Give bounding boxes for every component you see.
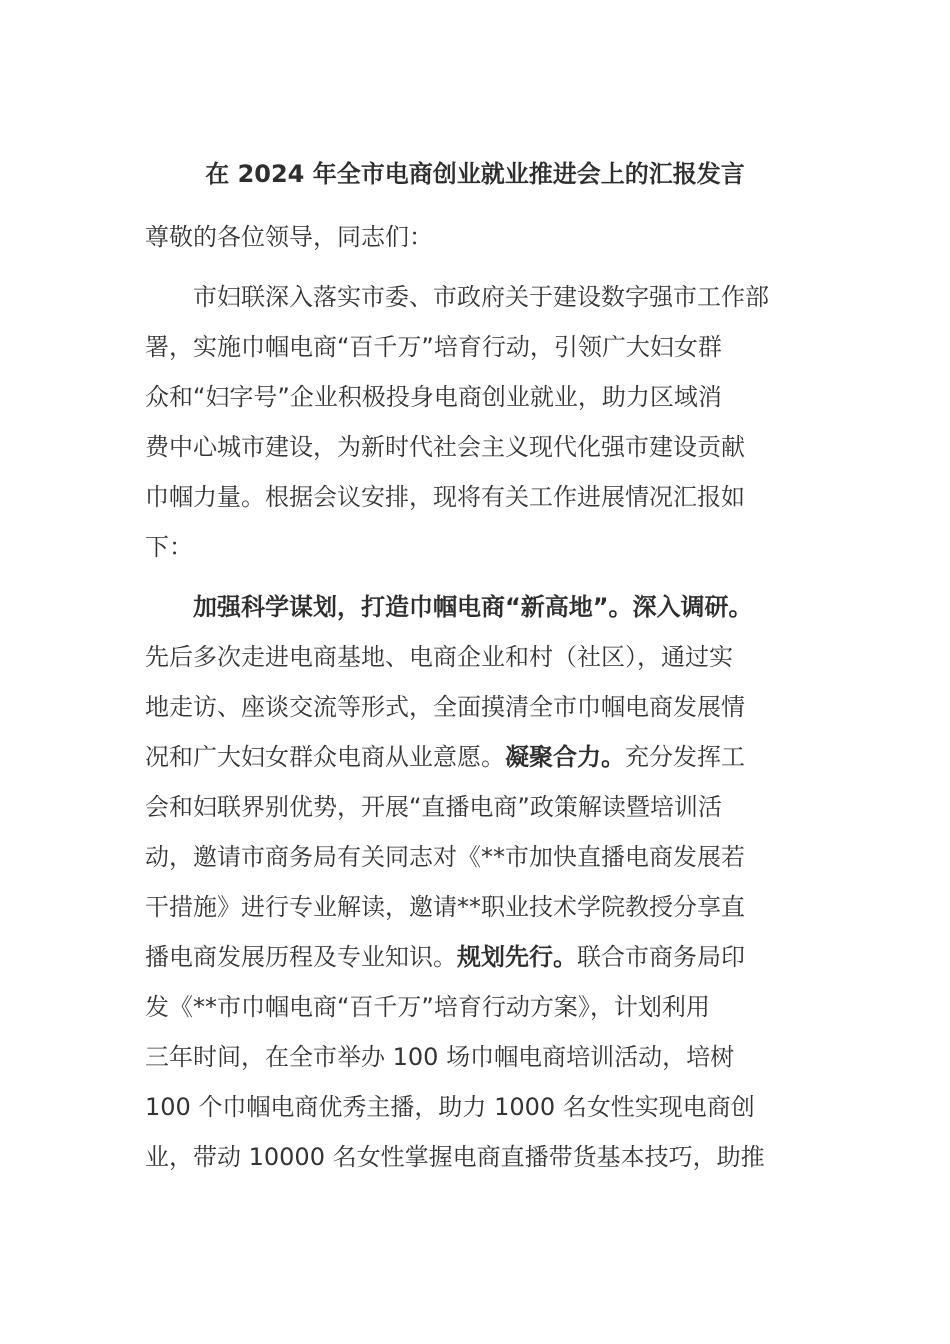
salutation [145, 212, 810, 262]
paragraph-line: 巾帼力量。根据会议安排，现将有关工作进展情况汇报如 [145, 483, 745, 511]
section-paragraph [145, 582, 810, 1182]
intro-paragraph [145, 272, 810, 572]
paragraph-line [145, 932, 810, 982]
paragraph-line: 署，实施巾帼电商“百千万”培育行动，引领广大妇女群 [145, 333, 722, 361]
paragraph-line: 地走访、座谈交流等形式，全面摸清全市巾帼电商发展情 [145, 693, 745, 721]
document-title: 在 2024 年全市电商创业就业推进会上的汇报发言 [205, 160, 745, 188]
paragraph-line [145, 732, 810, 782]
inline-heading: 凝聚合力。 [505, 743, 625, 771]
paragraph-line: 三年时间，在全市举办 100 场巾帼电商培训活动，培树 [145, 1043, 735, 1071]
paragraph-line: 下： [145, 533, 193, 561]
paragraph-text: 播电商发展历程及专业知识。 [145, 943, 457, 971]
paragraph-line: 众和“妇字号”企业积极投身电商创业就业，助力区域消 [145, 383, 722, 411]
paragraph-line: 会和妇联界别优势，开展“直播电商”政策解读暨培训活 [145, 793, 722, 821]
paragraph-line: 业，带动 10000 名女性掌握电商直播带货基本技巧，助推 [145, 1143, 765, 1171]
paragraph-line: 费中心城市建设，为新时代社会主义现代化强市建设贡献 [145, 433, 745, 461]
paragraph-line: 发《**市巾帼电商“百千万”培育行动方案》，计划利用 [145, 993, 710, 1021]
paragraph-line: 干措施》进行专业解读，邀请**职业技术学院教授分享直 [145, 893, 745, 921]
paragraph-line: 先后多次走进电商基地、电商企业和村（社区），通过实 [145, 643, 733, 671]
paragraph-line: 市妇联深入落实市委、市政府关于建设数字强市工作部 [145, 283, 769, 311]
salutation-line: 尊敬的各位领导，同志们： [145, 223, 433, 251]
paragraph-line: 动，邀请市商务局有关同志对《**市加快直播电商发展若 [145, 843, 745, 871]
paragraph-text: 联合市商务局印 [577, 943, 745, 971]
paragraph-text: 充分发挥工 [625, 743, 745, 771]
paragraph-line: 100 个巾帼电商优秀主播，助力 1000 名女性实现电商创 [145, 1093, 755, 1121]
inline-heading: 规划先行。 [457, 943, 577, 971]
paragraph-text: 况和广大妇女群众电商从业意愿。 [145, 743, 505, 771]
section-heading: 加强科学谋划，打造巾帼电商“新高地”。深入调研。 [145, 593, 753, 621]
